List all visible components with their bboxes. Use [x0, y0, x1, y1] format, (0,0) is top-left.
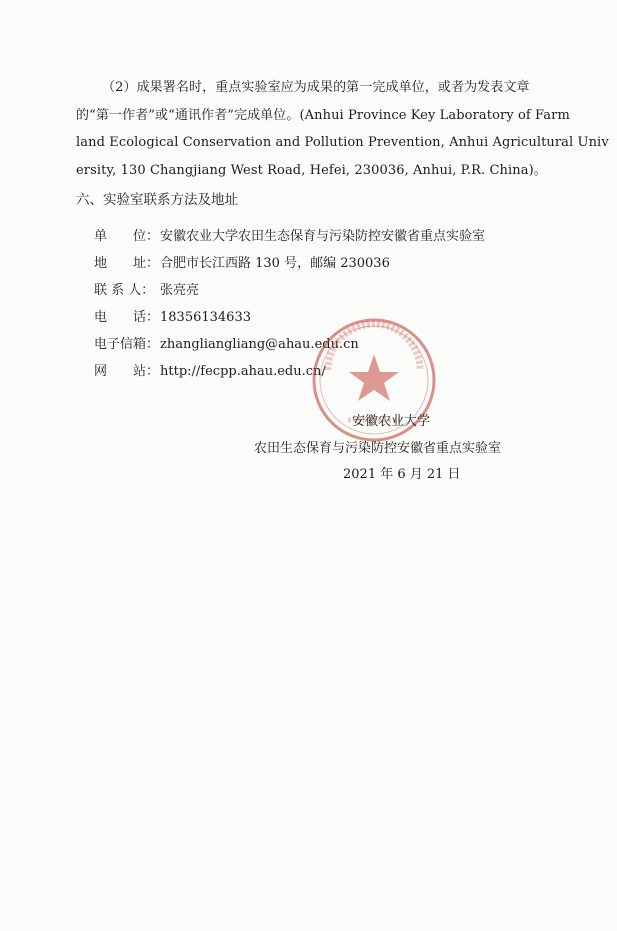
contact-value: 张亮亮: [160, 283, 200, 298]
contact-value[interactable]: zhangliangliang@ahau.edu.cn: [160, 337, 359, 352]
contact-label: 电子信箱：: [94, 337, 160, 352]
attribution-paragraph: [76, 74, 609, 184]
contact-row-address: [94, 253, 390, 275]
contact-value: 安徽农业大学农田生态保育与污染防控安徽省重点实验室: [160, 229, 486, 244]
contact-label: 单 位：: [94, 229, 160, 244]
contact-row-unit: [94, 226, 485, 248]
contact-label: 地 址：: [94, 256, 160, 271]
paragraph-line: 的“第一作者”或“通讯作者”完成单位。(Anhui Province Key Laboratory of Farm: [76, 107, 570, 123]
contact-value[interactable]: http://fecpp.ahau.edu.cn/: [160, 364, 326, 379]
contact-label: 电 话：: [94, 310, 160, 325]
contact-label: 联 系 人：: [94, 283, 155, 298]
signature-date: 2021 年 6 月 21 日: [343, 467, 461, 482]
paragraph-line: land Ecological Conservation and Pollution Prevention, Anhui Agricultural Univ: [76, 135, 609, 150]
contact-label: 网 站：: [94, 364, 160, 379]
paragraph-line: （2）成果署名时，重点实验室应为成果的第一完成单位，或者为发表文章: [102, 80, 530, 95]
contact-row-person: [94, 280, 199, 302]
contact-value: 合肥市长江西路 130 号，邮编 230036: [160, 256, 390, 271]
contact-value: 18356134633: [160, 310, 251, 325]
section-heading: 六、实验室联系方法及地址: [76, 192, 238, 208]
signature-lab: 农田生态保育与污染防控安徽省重点实验室: [254, 441, 502, 456]
signature-org: 安徽农业大学: [352, 414, 431, 429]
contact-row-website: [94, 361, 326, 383]
official-seal-icon: [304, 310, 444, 450]
contact-row-phone: [94, 307, 251, 329]
paragraph-line: ersity, 130 Changjiang West Road, Hefei, 230036, Anhui, P.R. China)。: [76, 162, 547, 178]
